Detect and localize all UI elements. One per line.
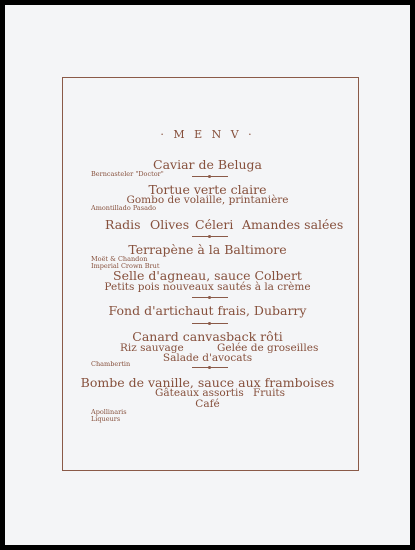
wine-moet: Moët & Chandon	[91, 255, 148, 263]
separator	[192, 236, 228, 237]
course-terrapene: Terrapène à la Baltimore	[128, 242, 287, 257]
course-cafe: Café	[195, 398, 220, 410]
course-bombe: Bombe de vanille, sauce aux framboises	[80, 375, 335, 390]
course-artichaut: Fond d'artichaut frais, Dubarry	[108, 303, 307, 318]
wine-liqueurs: Liqueurs	[91, 415, 121, 423]
wine-chambertin: Chambertin	[91, 360, 131, 368]
course-petits-pois: Petits pois nouveaux sautés à la crème	[104, 281, 311, 293]
course-gateaux: Gâteaux assortis	[155, 387, 244, 399]
separator	[192, 176, 228, 177]
separator	[192, 323, 228, 324]
course-fruits: Fruits	[253, 387, 286, 399]
wine-berncasteler: Berncasteler "Doctor"	[91, 170, 164, 178]
separator	[192, 367, 228, 368]
separator	[192, 297, 228, 298]
course-olives: Olives	[150, 217, 190, 232]
course-canard: Canard canvasback rôti	[132, 329, 283, 344]
course-caviar: Caviar de Beluga	[153, 157, 262, 172]
menu-title: · M E N V ·	[160, 128, 255, 141]
wine-apollinaris: Apollinaris	[91, 408, 127, 416]
course-celeri: Céleri	[195, 217, 234, 232]
course-amandes: Amandes salées	[242, 217, 344, 232]
wine-amontillado: Amontillado Pasado	[91, 204, 157, 212]
course-radis: Radis	[105, 217, 141, 232]
course-gelee: Gelée de groseilles	[217, 342, 319, 354]
course-selle: Selle d'agneau, sauce Colbert	[113, 268, 302, 283]
course-riz: Riz sauvage	[120, 342, 184, 354]
menu-page	[5, 5, 410, 545]
course-salade: Salade d'avocats	[162, 352, 253, 364]
course-tortue: Tortue verte claire	[148, 182, 267, 197]
course-gombo: Gombo de volaille, printanière	[126, 194, 289, 206]
wine-imperial: Imperial Crown Brut	[91, 262, 160, 270]
